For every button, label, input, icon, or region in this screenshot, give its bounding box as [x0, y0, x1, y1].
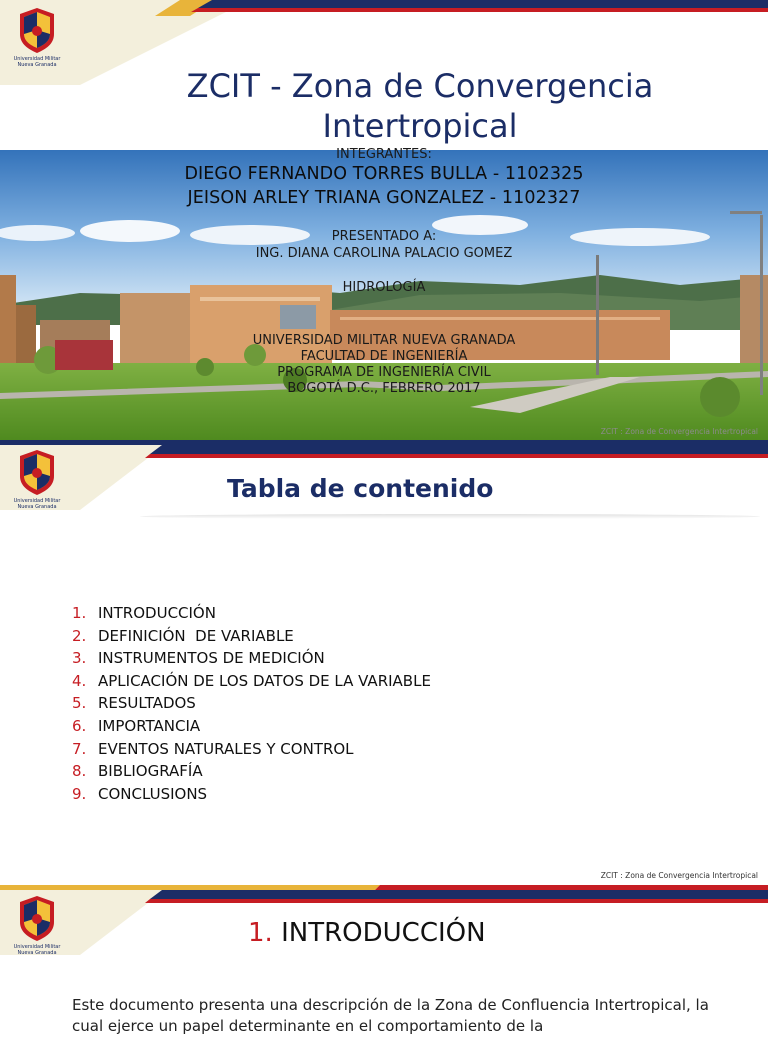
- svg-text:Nueva Granada: Nueva Granada: [17, 62, 57, 68]
- toc-item: [72, 783, 431, 806]
- slide-title: ZCIT - Zona de Convergencia Intertropical: [186, 67, 654, 145]
- umng-logo: [10, 894, 64, 958]
- institution-line-1: UNIVERSIDAD MILITAR NUEVA GRANADA: [252, 333, 516, 348]
- toc-number: 6.: [72, 716, 87, 735]
- toc-label: INSTRUMENTOS DE MEDICIÓN: [98, 649, 325, 668]
- toc-number: 8.: [72, 762, 87, 781]
- title-slide: [0, 0, 768, 440]
- slide-footnote: ZCIT : Zona de Convergencia Intertropical: [600, 871, 758, 880]
- introduction-slide: [0, 885, 768, 1035]
- umng-logo: [10, 6, 64, 70]
- toc-label: BIBLIOGRAFÍA: [98, 762, 203, 781]
- slide-title: Tabla de contenido: [227, 474, 494, 503]
- institution-line-4: BOGOTÁ D.C., FEBRERO 2017: [287, 381, 481, 396]
- svg-text:Universidad Militar: Universidad Militar: [13, 56, 61, 62]
- toc-number: 9.: [72, 784, 87, 803]
- toc-item: [72, 715, 431, 738]
- toc-item: [72, 625, 431, 648]
- svg-text:Universidad Militar: Universidad Militar: [13, 498, 61, 504]
- body-text: Este documento presenta una descripción de la Zona de Confluencia Intertropical, la cual ejerce un papel determinante en el comportamiento de la: [72, 996, 709, 1035]
- subject: HIDROLOGÍA: [342, 280, 426, 295]
- toc-item: [72, 738, 431, 761]
- slide-title: [248, 918, 486, 948]
- toc-item: [72, 760, 431, 783]
- svg-text:Nueva Granada: Nueva Granada: [17, 950, 57, 956]
- toc-number: 4.: [72, 671, 87, 690]
- toc-number: 1.: [72, 604, 87, 622]
- toc-number: 2.: [72, 626, 87, 645]
- toc-item: [72, 670, 431, 693]
- toc-label: IMPORTANCIA: [98, 716, 201, 735]
- toc-label: APLICACIÓN DE LOS DATOS DE LA VARIABLE: [98, 671, 431, 690]
- title-underline-shadow: [140, 514, 760, 519]
- member-2: JEISON ARLEY TRIANA GONZALEZ - 1102327: [187, 188, 581, 208]
- toc-number: 7.: [72, 739, 87, 758]
- toc-label: RESULTADOS: [98, 694, 196, 713]
- toc-item: [72, 692, 431, 715]
- toc-number: 3.: [72, 649, 87, 668]
- table-of-contents: [72, 602, 431, 805]
- institution-line-3: PROGRAMA DE INGENIERÍA CIVIL: [277, 365, 491, 380]
- integrantes-label: INTEGRANTES:: [336, 147, 432, 162]
- toc-slide: [0, 440, 768, 885]
- toc-label: EVENTOS NATURALES Y CONTROL: [98, 739, 354, 758]
- toc-label: INTRODUCCIÓN: [98, 604, 216, 622]
- title-text: INTRODUCCIÓN: [281, 918, 486, 948]
- institution-line-2: FACULTAD DE INGENIERÍA: [300, 349, 468, 364]
- svg-text:Universidad Militar: Universidad Militar: [13, 944, 61, 950]
- slide-footnote: ZCIT : Zona de Convergencia Intertropical: [600, 427, 758, 436]
- toc-number: 5.: [72, 694, 87, 713]
- presentado-name: ING. DIANA CAROLINA PALACIO GOMEZ: [255, 246, 513, 261]
- title-number: 1.: [248, 918, 273, 948]
- toc-item: [72, 602, 431, 625]
- presentado-label: PRESENTADO A:: [331, 229, 437, 244]
- umng-logo: [10, 448, 64, 512]
- svg-text:Nueva Granada: Nueva Granada: [17, 504, 57, 510]
- member-1: DIEGO FERNANDO TORRES BULLA - 1102325: [184, 164, 584, 184]
- toc-item: [72, 647, 431, 670]
- toc-label: CONCLUSIONS: [98, 784, 208, 803]
- toc-label: DEFINICIÓN DE VARIABLE: [98, 626, 294, 645]
